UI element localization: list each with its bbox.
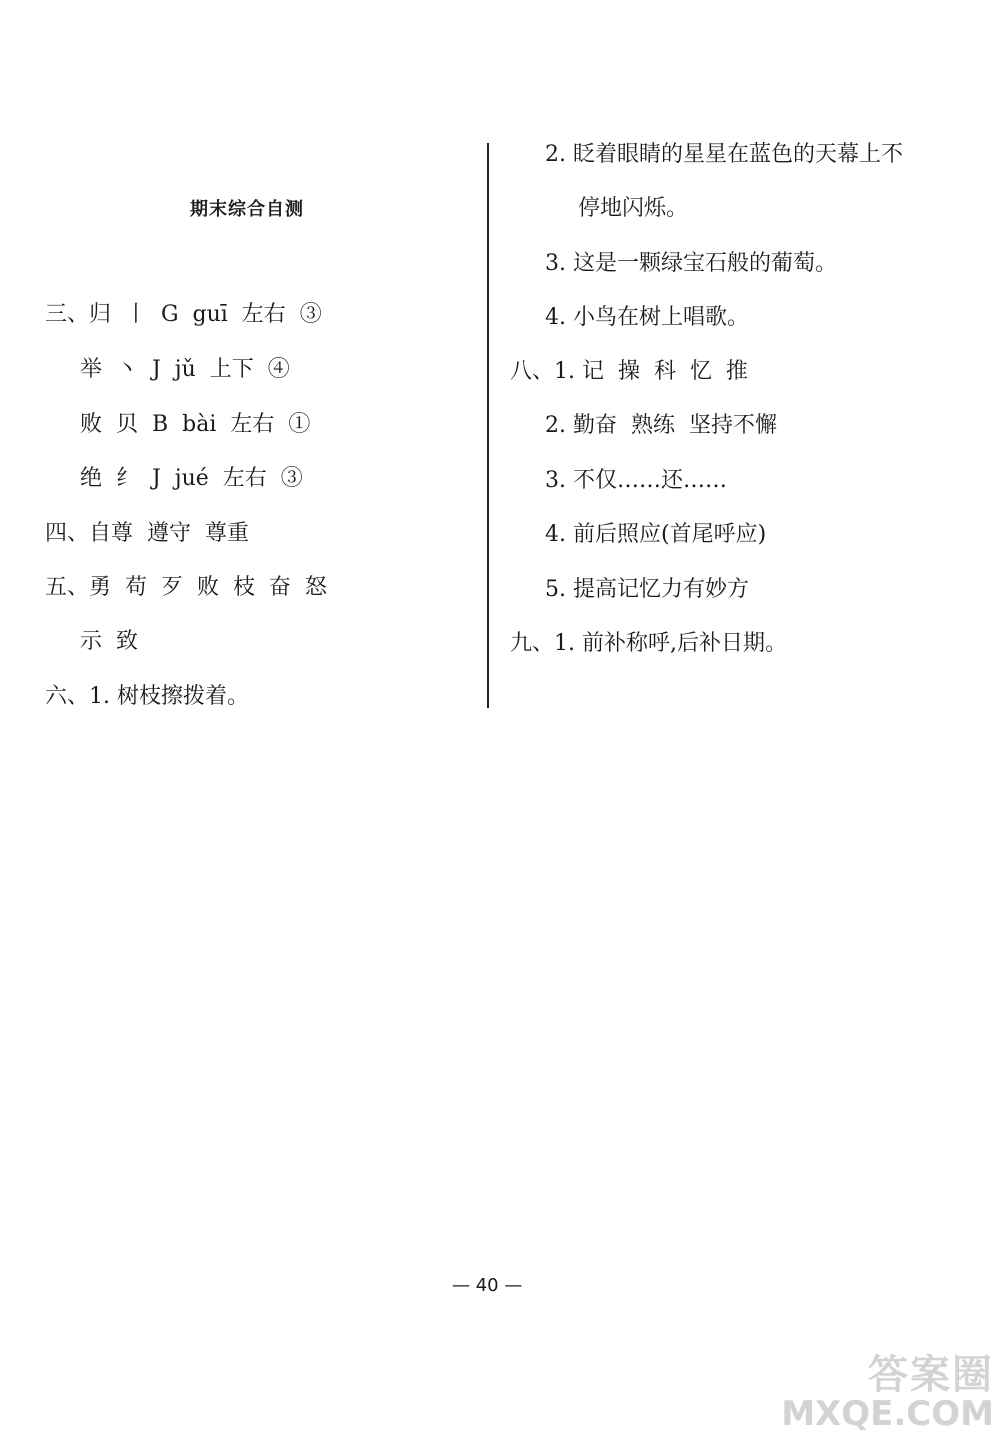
answer-line: 九、1. 前补称呼,后补日期。 xyxy=(510,631,787,656)
answer-line: 4. 小鸟在树上唱歌。 xyxy=(545,305,749,330)
answer-line: 2. 勤奋 熟练 坚持不懈 xyxy=(545,413,777,438)
answer-line: 3. 不仅……还…… xyxy=(545,468,727,493)
answer-line: 示 致 xyxy=(80,629,138,654)
answer-line: 举 丶 J jǔ 上下 ④ xyxy=(80,357,290,382)
answer-line: 停地闪烁。 xyxy=(578,196,689,221)
answer-line: 2. 眨着眼睛的星星在蓝色的天幕上不 xyxy=(545,142,903,167)
answer-line: 3. 这是一颗绿宝石般的葡萄。 xyxy=(545,251,837,276)
answer-line: 5. 提高记忆力有妙方 xyxy=(545,577,749,602)
answer-line: 四、自尊 遵守 尊重 xyxy=(45,521,249,546)
column-divider xyxy=(487,143,489,708)
section-title: 期末综合自测 xyxy=(190,199,304,220)
answer-line: 六、1. 树枝擦拨着。 xyxy=(45,684,249,709)
answer-line: 五、勇 苟 歹 败 枝 奋 怒 xyxy=(45,575,327,600)
answer-line: 4. 前后照应(首尾呼应) xyxy=(545,522,767,547)
page-number: — 40 — xyxy=(452,1275,523,1296)
answer-line: 绝 纟 J jué 左右 ③ xyxy=(80,466,303,491)
watermark-url: MXQE.COM xyxy=(781,1394,994,1434)
watermark-logo xyxy=(781,1343,994,1434)
watermark-text: 答案圈 xyxy=(868,1352,994,1398)
answer-line: 八、1. 记 操 科 忆 推 xyxy=(510,359,748,384)
answer-line: 三、归 丨 G guī 左右 ③ xyxy=(45,302,322,327)
answer-line: 败 贝 B bài 左右 ① xyxy=(80,412,311,437)
